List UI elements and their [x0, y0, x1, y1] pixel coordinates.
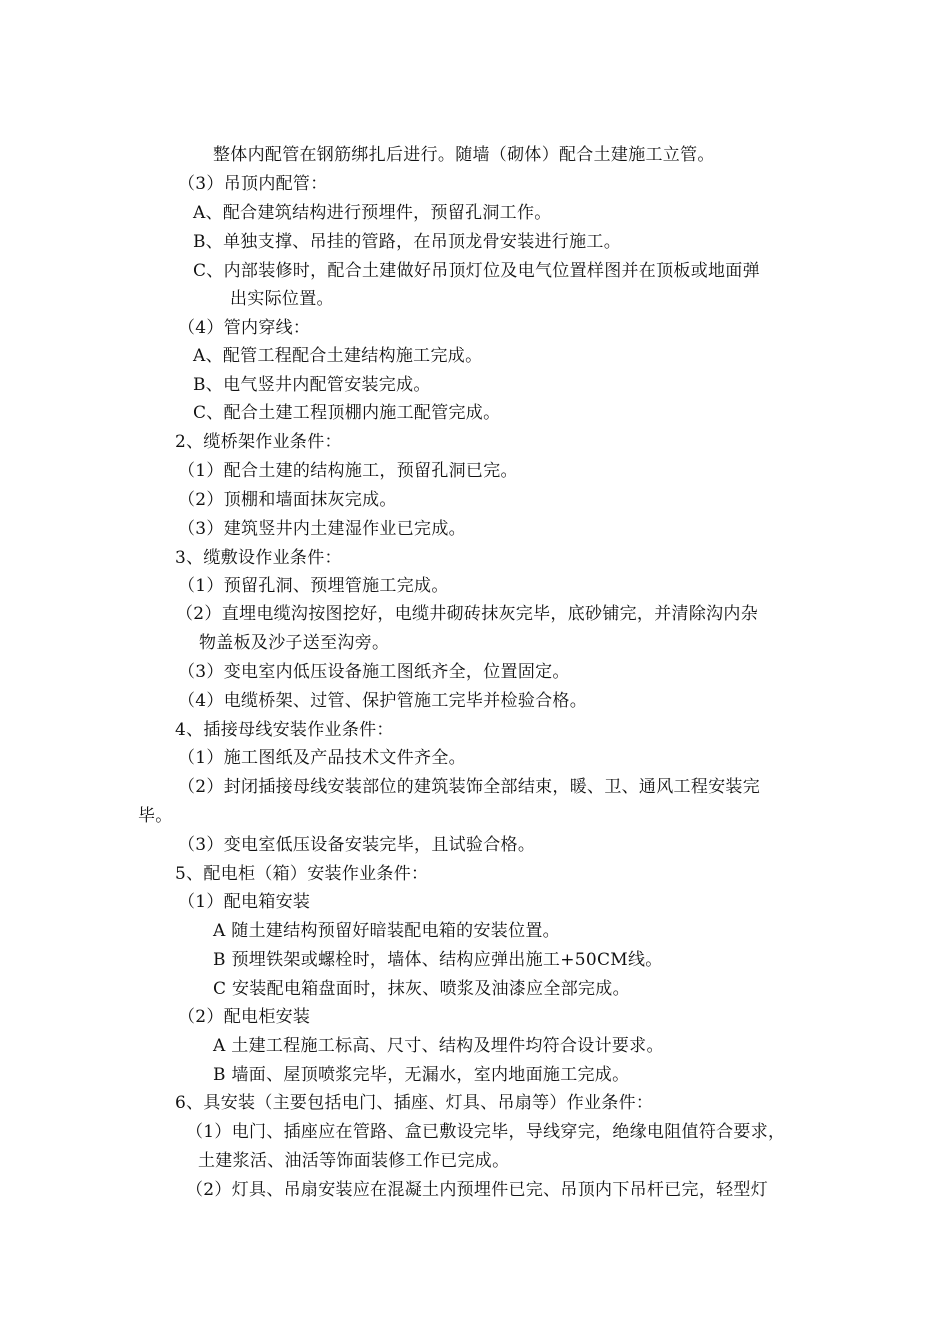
text-line: A 随土建结构预留好暗装配电箱的安装位置。 — [213, 921, 560, 941]
text-line: （4）管内穿线： — [178, 318, 311, 338]
text-line: A 土建工程施工标高、尺寸、结构及埋件均符合设计要求。 — [213, 1036, 664, 1056]
text-line: C 安装配电箱盘面时，抹灰、喷浆及油漆应全部完成。 — [213, 979, 630, 999]
text-line: （3）变电室内低压设备施工图纸齐全，位置固定。 — [178, 662, 570, 682]
section-heading: 3、缆敷设作业条件： — [175, 548, 342, 568]
text-line: 物盖板及沙子送至沟旁。 — [199, 633, 390, 653]
text-line: A、配合建筑结构进行预埋件，预留孔洞工作。 — [193, 203, 552, 223]
section-heading: 2、缆桥架作业条件： — [175, 432, 342, 452]
section-heading: 5、配电柜（箱）安装作业条件： — [175, 864, 429, 884]
text-line: 整体内配管在钢筋绑扎后进行。随墙（砌体）配合土建施工立管。 — [213, 145, 715, 165]
text-line: B 墙面、屋顶喷浆完毕，无漏水，室内地面施工完成。 — [213, 1065, 630, 1085]
text-line: （2）直埋电缆沟按图挖好，电缆井砌砖抹灰完毕，底砂铺完，并清除沟内杂 — [176, 604, 759, 624]
text-line: （2）灯具、吊扇安装应在混凝土内预埋件已完、吊顶内下吊杆已完，轻型灯 — [186, 1180, 769, 1200]
text-line: 出实际位置。 — [230, 289, 334, 309]
text-line: （1）施工图纸及产品技术文件齐全。 — [178, 748, 466, 768]
text-line: C、配合土建工程顶棚内施工配管完成。 — [193, 403, 501, 423]
text-line: （2）封闭插接母线安装部位的建筑装饰全部结束，暖、卫、通风工程安装完 — [178, 777, 761, 797]
text-line: （3）变电室低压设备安装完毕，且试验合格。 — [178, 835, 536, 855]
text-line: （1）预留孔洞、预埋管施工完成。 — [178, 576, 449, 596]
text-line: B、电气竖井内配管安装完成。 — [193, 375, 431, 395]
text-line: （3）吊顶内配管： — [178, 174, 328, 194]
text-line: 毕。 — [138, 806, 173, 826]
text-line: （1）电门、插座应在管路、盒已敷设完毕，导线穿完，绝缘电阻值符合要求， — [186, 1122, 786, 1142]
text-line: B、单独支撑、吊挂的管路，在吊顶龙骨安装进行施工。 — [193, 232, 621, 252]
section-heading: 6、具安装（主要包括电门、插座、灯具、吊扇等）作业条件： — [175, 1093, 654, 1113]
text-line: A、配管工程配合土建结构施工完成。 — [193, 346, 483, 366]
text-line: （2）顶棚和墙面抹灰完成。 — [178, 490, 397, 510]
text-line: 土建浆活、油活等饰面装修工作已完成。 — [198, 1151, 510, 1171]
text-line: （1）配合土建的结构施工，预留孔洞已完。 — [178, 461, 518, 481]
text-line: C、内部装修时，配合土建做好吊顶灯位及电气位置样图并在顶板或地面弹 — [193, 261, 760, 281]
text-line: （3）建筑竖井内土建湿作业已完成。 — [178, 519, 466, 539]
section-heading: 4、插接母线安装作业条件： — [175, 720, 394, 740]
text-line: （4）电缆桥架、过管、保护管施工完毕并检验合格。 — [178, 691, 588, 711]
text-line: B 预埋铁架或螺栓时，墙体、结构应弹出施工+50CM线。 — [213, 950, 663, 970]
text-line: （1）配电箱安装 — [178, 892, 311, 912]
text-line: （2）配电柜安装 — [178, 1007, 311, 1027]
